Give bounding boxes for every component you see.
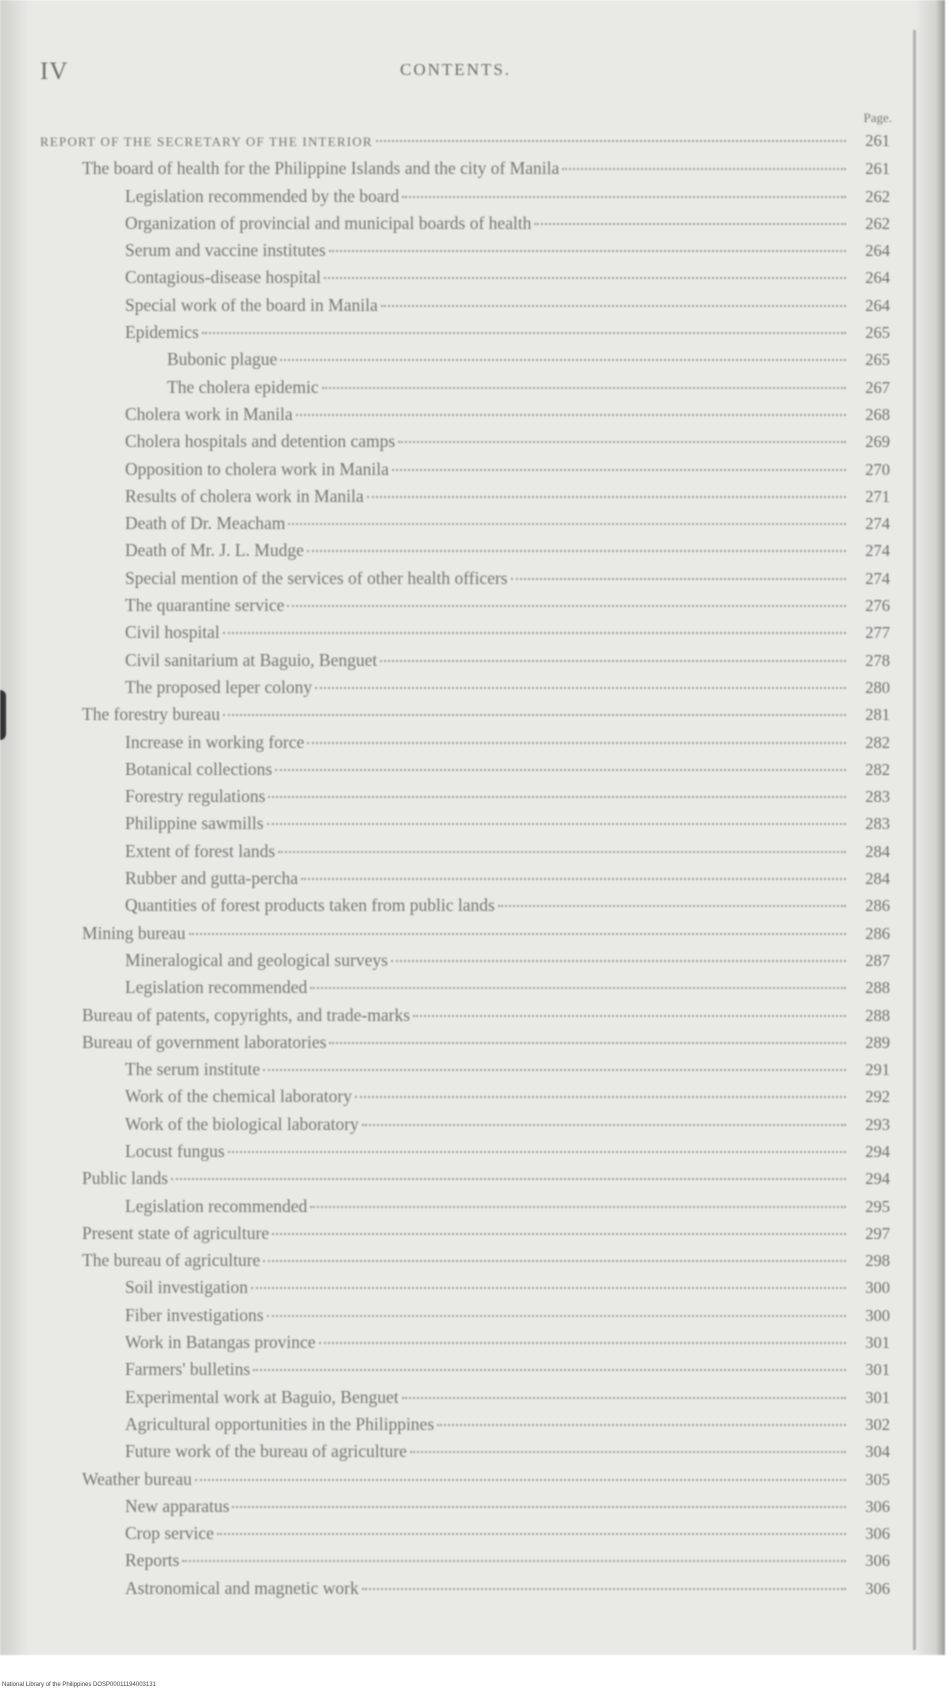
toc-entry-title: Contagious-disease hospital xyxy=(125,267,321,288)
toc-entry-title: Crop service xyxy=(125,1523,214,1544)
toc-entry-title: Increase in working force xyxy=(125,731,305,752)
toc-entry xyxy=(0,1196,945,1223)
toc-entry-page: 286 xyxy=(865,923,890,943)
dot-leader xyxy=(182,1560,846,1562)
toc-entry xyxy=(0,213,945,240)
toc-entry-title: Results of cholera work in Manila xyxy=(125,485,364,506)
toc-entry-page: 265 xyxy=(865,323,890,343)
toc-entry-page: 284 xyxy=(865,841,890,861)
toc-entry-page: 262 xyxy=(865,213,890,233)
toc-entry xyxy=(0,704,945,731)
dot-leader xyxy=(251,1287,846,1289)
toc-entry xyxy=(0,677,945,704)
toc-entry xyxy=(0,1414,945,1441)
dot-leader xyxy=(263,1260,846,1262)
page-header xyxy=(0,58,945,88)
toc-entry-title: Weather bureau xyxy=(82,1468,192,1489)
toc-entry-page: 281 xyxy=(865,705,890,725)
toc-entry-title: Agricultural opportunities in the Philippines xyxy=(125,1413,435,1434)
dot-leader xyxy=(402,196,846,198)
dot-leader xyxy=(202,332,846,334)
toc-entry-page: 267 xyxy=(865,377,890,397)
toc-entry-title: Philippine sawmills xyxy=(125,813,264,834)
toc-entry-page: 295 xyxy=(865,1196,890,1216)
toc-entry xyxy=(0,622,945,649)
toc-entry-page: 274 xyxy=(865,514,890,534)
toc-entry xyxy=(0,950,945,977)
toc-entry xyxy=(0,1578,945,1605)
toc-entry-title: Mining bureau xyxy=(82,922,186,943)
toc-entry xyxy=(0,977,945,1004)
dot-leader xyxy=(296,414,846,416)
toc-entry-title: The quarantine service xyxy=(125,595,285,616)
toc-entry-page: 270 xyxy=(865,459,890,479)
dot-leader xyxy=(381,305,846,307)
dot-leader xyxy=(391,960,846,962)
toc-entry-title: Cholera hospitals and detention camps xyxy=(125,431,396,452)
toc-entry-page: 293 xyxy=(865,1114,890,1134)
toc-entry xyxy=(0,1277,945,1304)
running-title: CONTENTS. xyxy=(400,60,512,79)
dot-leader xyxy=(287,605,846,607)
toc-entry xyxy=(0,1469,945,1496)
toc-entry-page: 301 xyxy=(865,1360,890,1380)
page-column-label: Page. xyxy=(863,110,892,125)
dot-leader xyxy=(362,1588,846,1590)
dot-leader xyxy=(275,769,846,771)
toc-entry xyxy=(0,841,945,868)
toc-entry-page: 282 xyxy=(865,759,890,779)
toc-entry xyxy=(0,377,945,404)
dot-leader xyxy=(232,1506,846,1508)
footer-credit: National Library of the Philippines DOSP00011194003131 xyxy=(2,1682,156,1688)
toc-entry xyxy=(0,1005,945,1032)
toc-entry-title: Rubber and gutta-percha xyxy=(125,868,298,889)
toc-entry-page: 302 xyxy=(865,1414,890,1434)
toc-entry-page: 264 xyxy=(865,295,890,315)
toc-entry-title: Civil sanitarium at Baguio, Benguet xyxy=(125,649,378,670)
toc-entry-title: Legislation recommended xyxy=(125,1195,308,1216)
toc-entry-page: 283 xyxy=(865,787,890,807)
toc-entry-title: Civil hospital xyxy=(125,622,220,643)
dot-leader xyxy=(228,1151,846,1153)
toc-entry-title: Work of the biological laboratory xyxy=(125,1113,359,1134)
dot-leader xyxy=(195,1479,846,1481)
toc-entry xyxy=(0,923,945,950)
toc-entry-title: Bureau of government laboratories xyxy=(82,1031,327,1052)
toc-entry-title: Future work of the bureau of agriculture xyxy=(125,1441,407,1462)
toc-entry xyxy=(0,240,945,267)
toc-entry xyxy=(0,595,945,622)
toc-entry-page: 276 xyxy=(865,596,890,616)
toc-entry-title: Organization of provincial and municipal boards of health xyxy=(125,212,532,233)
toc-entry-title: Death of Mr. J. L. Mudge xyxy=(125,540,304,561)
dot-leader xyxy=(398,441,846,443)
toc-entry-title: Reports xyxy=(125,1550,180,1571)
dot-leader xyxy=(329,1042,846,1044)
toc-entry-page: 278 xyxy=(865,650,890,670)
dot-leader xyxy=(267,823,846,825)
toc-entry xyxy=(0,1305,945,1332)
table-of-contents xyxy=(0,131,945,1605)
toc-entry-page: 297 xyxy=(865,1223,890,1243)
toc-entry xyxy=(0,1441,945,1468)
dot-leader xyxy=(355,1096,846,1098)
dot-leader xyxy=(280,359,846,361)
toc-entry-page: 292 xyxy=(865,1087,890,1107)
toc-entry-title: Locust fungus xyxy=(125,1140,225,1161)
toc-entry xyxy=(0,186,945,213)
toc-entry xyxy=(0,1059,945,1086)
toc-entry xyxy=(0,1250,945,1277)
toc-entry-title: Fiber investigations xyxy=(125,1304,264,1325)
dot-leader xyxy=(310,1206,846,1208)
toc-entry-title: Work of the chemical laboratory xyxy=(125,1086,352,1107)
dot-leader xyxy=(402,1397,846,1399)
toc-entry-page: 262 xyxy=(865,186,890,206)
dot-leader xyxy=(410,1451,846,1453)
dot-leader xyxy=(380,660,846,662)
toc-entry-page: 280 xyxy=(865,677,890,697)
dot-leader xyxy=(307,742,846,744)
dot-leader xyxy=(498,905,846,907)
dot-leader xyxy=(217,1533,846,1535)
toc-entry-title: Present state of agriculture xyxy=(82,1222,270,1243)
dot-leader xyxy=(268,796,846,798)
toc-entry-title: Work in Batangas province xyxy=(125,1332,316,1353)
toc-entry-page: 283 xyxy=(865,814,890,834)
dot-leader xyxy=(392,469,846,471)
toc-entry-page: 306 xyxy=(865,1578,890,1598)
dot-leader xyxy=(562,168,846,170)
toc-entry-title: Bubonic plague xyxy=(167,349,278,370)
dot-leader xyxy=(534,223,846,225)
toc-entry xyxy=(0,1168,945,1195)
toc-entry-page: 264 xyxy=(865,241,890,261)
toc-entry xyxy=(0,1523,945,1550)
dot-leader xyxy=(278,851,846,853)
toc-entry xyxy=(0,1086,945,1113)
toc-entry-page: 271 xyxy=(865,486,890,506)
toc-entry-title: Serum and vaccine institutes xyxy=(125,240,326,261)
dot-leader xyxy=(263,1069,846,1071)
toc-entry-page: 304 xyxy=(865,1442,890,1462)
toc-entry-page: 305 xyxy=(865,1469,890,1489)
toc-entry-page: 261 xyxy=(865,159,890,179)
toc-entry xyxy=(0,1387,945,1414)
toc-entry-title: The forestry bureau xyxy=(82,704,220,725)
dot-leader xyxy=(413,1015,846,1017)
toc-entry-title: Soil investigation xyxy=(125,1277,248,1298)
toc-entry xyxy=(0,868,945,895)
toc-entry xyxy=(0,1550,945,1577)
toc-entry xyxy=(0,486,945,513)
toc-entry xyxy=(0,895,945,922)
toc-entry-title: REPORT OF THE SECRETARY OF THE INTERIOR xyxy=(40,134,373,149)
toc-entry xyxy=(0,267,945,294)
toc-entry-page: 298 xyxy=(865,1251,890,1271)
toc-entry-page: 289 xyxy=(865,1032,890,1052)
toc-entry-title: Farmers' bulletins xyxy=(125,1359,251,1380)
toc-entry-title: Special work of the board in Manila xyxy=(125,294,378,315)
toc-entry xyxy=(0,1114,945,1141)
toc-entry-page: 294 xyxy=(865,1169,890,1189)
dot-leader xyxy=(272,1233,846,1235)
toc-entry xyxy=(0,459,945,486)
toc-entry-page: 300 xyxy=(865,1305,890,1325)
toc-entry-title: Mineralogical and geological surveys xyxy=(125,949,388,970)
toc-entry xyxy=(0,404,945,431)
toc-entry-page: 265 xyxy=(865,350,890,370)
toc-entry-page: 268 xyxy=(865,404,890,424)
toc-entry-title: Legislation recommended by the board xyxy=(125,185,400,206)
toc-entry-page: 291 xyxy=(865,1060,890,1080)
toc-entry-page: 282 xyxy=(865,732,890,752)
toc-entry xyxy=(0,1496,945,1523)
toc-entry-title: Epidemics xyxy=(125,322,199,343)
dot-leader xyxy=(511,578,846,580)
toc-entry-page: 294 xyxy=(865,1141,890,1161)
toc-entry xyxy=(0,1223,945,1250)
toc-entry-page: 284 xyxy=(865,869,890,889)
toc-entry xyxy=(0,1032,945,1059)
toc-entry-page: 306 xyxy=(865,1496,890,1516)
toc-entry-page: 277 xyxy=(865,623,890,643)
dot-leader xyxy=(310,987,846,989)
toc-entry-title: Botanical collections xyxy=(125,758,273,779)
dot-leader xyxy=(301,878,846,880)
toc-entry xyxy=(0,568,945,595)
toc-entry-title: Public lands xyxy=(82,1168,169,1189)
toc-entry-page: 286 xyxy=(865,896,890,916)
dot-leader xyxy=(223,714,846,716)
toc-entry xyxy=(0,813,945,840)
toc-entry-title: Astronomical and magnetic work xyxy=(125,1577,359,1598)
dot-leader xyxy=(322,387,846,389)
toc-entry xyxy=(0,1141,945,1168)
toc-entry-page: 306 xyxy=(865,1524,890,1544)
toc-entry xyxy=(0,732,945,759)
toc-entry-title: Forestry regulations xyxy=(125,786,266,807)
toc-entry-title: Special mention of the services of other health officers xyxy=(125,567,508,588)
dot-leader xyxy=(189,933,846,935)
dot-leader xyxy=(362,1124,846,1126)
toc-entry-page: 274 xyxy=(865,541,890,561)
toc-entry-title: Extent of forest lands xyxy=(125,840,276,861)
toc-entry-page: 288 xyxy=(865,978,890,998)
toc-entry-title: Experimental work at Baguio, Benguet xyxy=(125,1386,399,1407)
toc-entry xyxy=(0,295,945,322)
dot-leader xyxy=(319,1342,846,1344)
toc-entry-title: The cholera epidemic xyxy=(167,376,319,397)
toc-entry-page: 288 xyxy=(865,1005,890,1025)
dot-leader xyxy=(223,632,846,634)
toc-entry xyxy=(0,759,945,786)
dot-leader xyxy=(437,1424,846,1426)
toc-entry-page: 269 xyxy=(865,432,890,452)
toc-entry-page: 287 xyxy=(865,950,890,970)
toc-entry xyxy=(0,513,945,540)
toc-entry-page: 306 xyxy=(865,1551,890,1571)
toc-entry-title: Opposition to cholera work in Manila xyxy=(125,458,389,479)
toc-entry-title: The bureau of agriculture xyxy=(82,1250,261,1271)
toc-entry-title: Legislation recommended xyxy=(125,977,308,998)
toc-entry-page: 261 xyxy=(865,131,890,150)
toc-entry-page: 301 xyxy=(865,1333,890,1353)
toc-entry-page: 301 xyxy=(865,1387,890,1407)
toc-entry-title: The board of health for the Philippine Islands and the city of Manila xyxy=(82,158,560,179)
toc-entry-title: New apparatus xyxy=(125,1495,230,1516)
toc-entry xyxy=(0,322,945,349)
toc-entry xyxy=(0,431,945,458)
dot-leader xyxy=(367,496,846,498)
dot-leader xyxy=(376,140,846,142)
toc-entry xyxy=(0,786,945,813)
toc-entry xyxy=(0,650,945,677)
toc-entry-page: 264 xyxy=(865,268,890,288)
toc-entry-title: Death of Dr. Meacham xyxy=(125,513,286,534)
dot-leader xyxy=(329,250,846,252)
toc-entry-title: Quantities of forest products taken from public lands xyxy=(125,895,495,916)
toc-entry xyxy=(0,1359,945,1386)
dot-leader xyxy=(324,277,846,279)
toc-entry-title: Bureau of patents, copyrights, and trade-marks xyxy=(82,1004,411,1025)
toc-entry-title: The serum institute xyxy=(125,1059,261,1080)
dot-leader xyxy=(307,550,846,552)
toc-entry-page: 274 xyxy=(865,568,890,588)
toc-entry xyxy=(0,158,945,185)
toc-entry xyxy=(0,1332,945,1359)
dot-leader xyxy=(253,1369,846,1371)
toc-entry-page: 300 xyxy=(865,1278,890,1298)
toc-entry-title: Cholera work in Manila xyxy=(125,403,293,424)
toc-entry xyxy=(0,540,945,567)
dot-leader xyxy=(267,1315,846,1317)
toc-entry-title: The proposed leper colony xyxy=(125,676,313,697)
toc-entry xyxy=(0,131,945,158)
dot-leader xyxy=(288,523,846,525)
toc-entry xyxy=(0,349,945,376)
dot-leader xyxy=(171,1178,846,1180)
page-number-roman: IV xyxy=(40,58,69,85)
dot-leader xyxy=(315,687,846,689)
